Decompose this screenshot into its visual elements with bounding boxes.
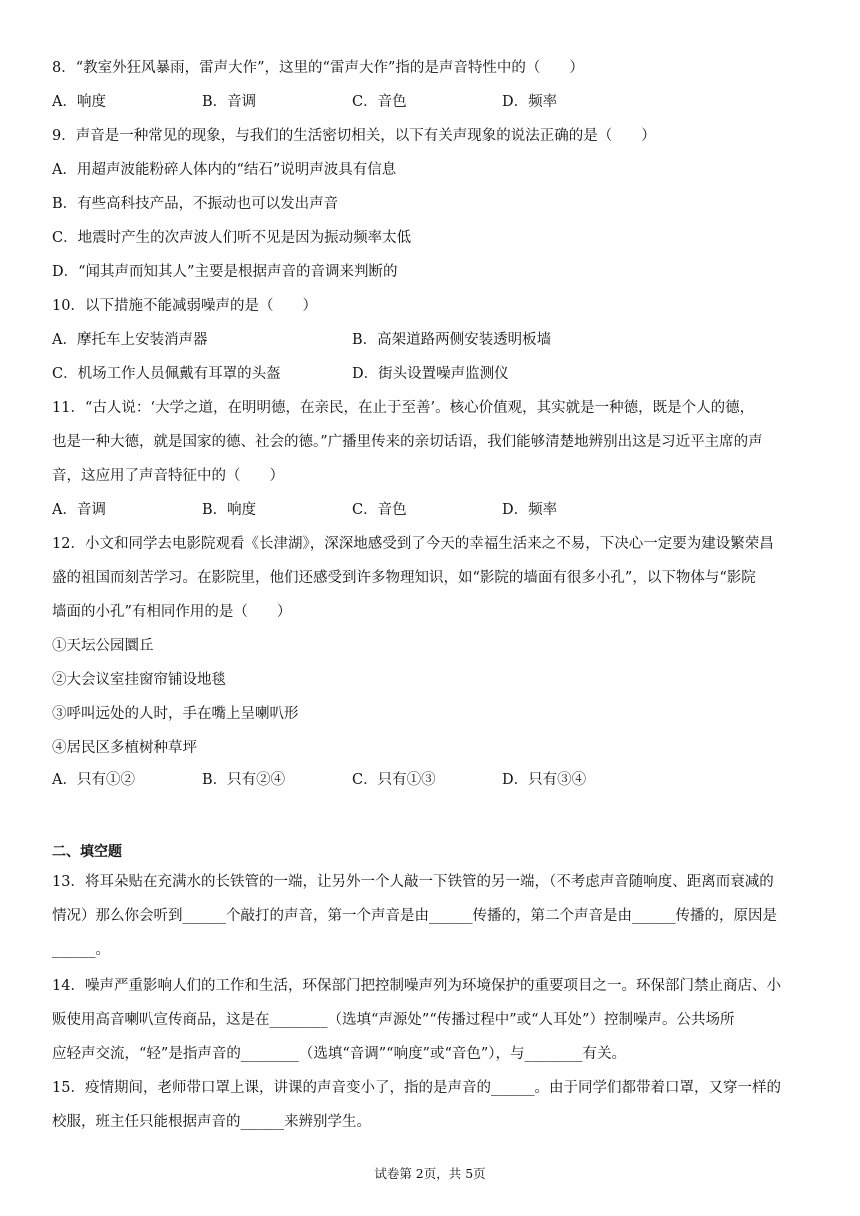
q13-line-2: 情况）那么你会听到______个敲打的声音，第一个声音是由______传播的，第二个声音是由______传播的，原因是 xyxy=(52,908,777,924)
q15-line-2: 校服，班主任只能根据声音的______来辨别学生。 xyxy=(52,1114,371,1130)
q11-option-c: C．音色 xyxy=(352,502,407,518)
q12-item-4: ④居民区多植树种草坪 xyxy=(52,740,197,756)
q8-option-b: B．音调 xyxy=(202,94,257,110)
q12-option-c: C．只有①③ xyxy=(352,772,436,788)
q12-option-a: A．只有①② xyxy=(52,772,135,788)
q11-option-d: D．频率 xyxy=(502,502,558,518)
q11-option-a: A．音调 xyxy=(52,502,106,518)
q12-option-b: B．只有②④ xyxy=(202,772,286,788)
q9-option-c: C．地震时产生的次声波人们听不见是因为振动频率太低 xyxy=(52,230,412,246)
q14-line-1: 14．噪声严重影响人们的工作和生活，环保部门把控制噪声列为环境保护的重要项目之一。环保部门禁止商店、小 xyxy=(52,978,781,994)
q10-option-c: C．机场工作人员佩戴有耳罩的头盔 xyxy=(52,366,281,382)
q8-option-c: C．音色 xyxy=(352,94,407,110)
q9-stem: 9．声音是一种常见的现象，与我们的生活密切相关，以下有关声现象的说法正确的是（ ） xyxy=(52,128,656,144)
q12-option-d: D．只有③④ xyxy=(502,772,587,788)
q11-line-2: 也是一种大德，就是国家的德、社会的德。”广播里传来的亲切话语，我们能够清楚地辨别出这是习近平主席的声 xyxy=(52,434,763,450)
q12-item-3: ③呼叫远处的人时，手在嘴上呈喇叭形 xyxy=(52,706,299,722)
q9-option-b: B．有些高科技产品，不振动也可以发出声音 xyxy=(52,196,339,212)
q11-option-b: B．响度 xyxy=(202,502,257,518)
q10-option-b: B．高架道路两侧安装透明板墙 xyxy=(352,332,552,348)
q12-line-3: 墙面的小孔”有相同作用的是（ ） xyxy=(52,604,292,620)
page-footer: 试卷第 2页，共 5页 xyxy=(374,1166,486,1181)
q12-line-1: 12．小文和同学去电影院观看《长津湖》，深深地感受到了今天的幸福生活来之不易，下决心一定要为建设繁荣昌 xyxy=(52,536,774,552)
q13-line-3: ______。 xyxy=(52,942,110,958)
q10-option-a: A．摩托车上安装消声器 xyxy=(52,332,208,348)
q13-line-1: 13．将耳朵贴在充满水的长铁管的一端，让另外一个人敲一下铁管的另一端，（不考虑声音随响度、距离而衰减的 xyxy=(52,874,774,890)
q10-stem: 10．以下措施不能减弱噪声的是（ ） xyxy=(52,298,317,314)
q8-options xyxy=(52,92,832,112)
q10-options-row1 xyxy=(52,330,832,350)
q12-line-2: 盛的祖国而刻苦学习。在影院里，他们还感受到许多物理知识，如“影院的墙面有很多小孔”，以下物体与“影院 xyxy=(52,570,756,586)
q8-option-d: D．频率 xyxy=(502,94,558,110)
q11-line-1: 11．“古人说：‘大学之道，在明明德，在亲民，在止于至善’。核心价值观，其实就是一种德，既是个人的德， xyxy=(52,400,755,416)
section-title-fill-in: 二、填空题 xyxy=(52,844,122,860)
q10-option-d: D．街头设置噪声监测仪 xyxy=(352,366,509,382)
q12-item-1: ①天坛公园圜丘 xyxy=(52,638,154,654)
q8-stem: 8．“教室外狂风暴雨，雷声大作”，这里的“雷声大作”指的是声音特性中的（ ） xyxy=(52,60,584,76)
q11-line-3: 音，这应用了声音特征中的（ ） xyxy=(52,468,284,484)
q8-option-a: A．响度 xyxy=(52,94,106,110)
q10-options-row2 xyxy=(52,364,832,384)
q9-option-a: A．用超声波能粉碎人体内的“结石”说明声波具有信息 xyxy=(52,162,397,178)
q11-options xyxy=(52,500,832,520)
q9-option-d: D．“闻其声而知其人”主要是根据声音的音调来判断的 xyxy=(52,264,398,280)
q12-options xyxy=(52,770,832,790)
q14-line-2: 贩使用高音喇叭宣传商品，这是在________（选填“声源处”“传播过程中”或“人耳处”）控制噪声。公共场所 xyxy=(52,1012,735,1028)
q15-line-1: 15．疫情期间，老师带口罩上课，讲课的声音变小了，指的是声音的______。由于同学们都带着口罩，又穿一样的 xyxy=(52,1080,781,1096)
q12-item-2: ②大会议室挂窗帘铺设地毯 xyxy=(52,672,226,688)
q14-line-3: 应轻声交流，“轻”是指声音的________（选填“音调”“响度”或“音色”），与________有关。 xyxy=(52,1046,627,1062)
